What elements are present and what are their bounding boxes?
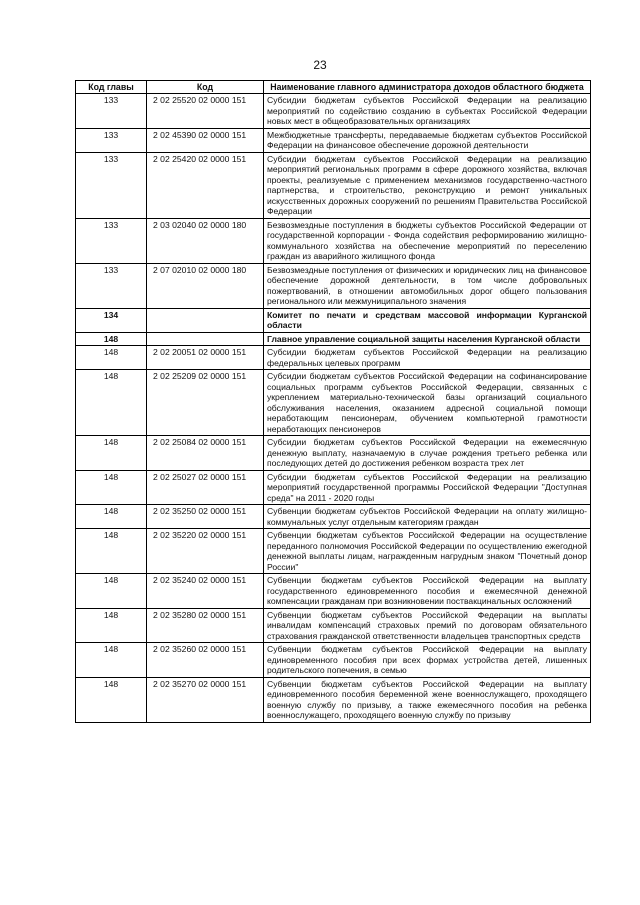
- table-row: [76, 263, 591, 308]
- chapter-code-cell: 134: [76, 308, 147, 332]
- revenue-code-cell: 2 07 02010 02 0000 180: [147, 263, 264, 308]
- header-chapter-code: Код главы: [76, 81, 147, 94]
- table-row: [76, 370, 591, 436]
- chapter-code-cell: 148: [76, 643, 147, 678]
- revenue-administrators-table: [75, 80, 591, 723]
- table-row: [76, 529, 591, 574]
- revenue-name-cell: Субвенции бюджетам субъектов Российской Федерации на выплаты инвалидам компенсаций страховых премий по договорам обязательного страхования гражданской ответственности владельцев транспортных средств: [264, 608, 591, 643]
- chapter-code-cell: 133: [76, 263, 147, 308]
- chapter-code-cell: 148: [76, 436, 147, 471]
- chapter-code-cell: 133: [76, 152, 147, 218]
- table-row: [76, 677, 591, 722]
- revenue-name-cell: Субвенции бюджетам субъектов Российской Федерации на оплату жилищно-коммунальных услуг отдельным категориям граждан: [264, 505, 591, 529]
- revenue-code-cell: 2 02 35280 02 0000 151: [147, 608, 264, 643]
- table-row: [76, 332, 591, 346]
- header-code: Код: [147, 81, 264, 94]
- revenue-name-cell: Субвенции бюджетам субъектов Российской Федерации на осуществление переданного полномочия Российской Федерации по осуществлению ежегодной денежной выплаты лицам, награжденным нагрудным знаком "Почетный донор России": [264, 529, 591, 574]
- header-administrator-name: Наименование главного администратора доходов областного бюджета: [264, 81, 591, 94]
- revenue-code-cell: 2 03 02040 02 0000 180: [147, 218, 264, 263]
- revenue-code-cell: 2 02 35250 02 0000 151: [147, 505, 264, 529]
- chapter-code-cell: 148: [76, 470, 147, 505]
- revenue-name-cell: Субсидии бюджетам субъектов Российской Федерации на реализацию мероприятий государственной программы Российской Федерации "Доступная среда" на 2011 - 2020 годы: [264, 470, 591, 505]
- revenue-name-cell: Субсидии бюджетам субъектов Российской Федерации на софинансирование социальных программ субъектов Российской Федерации, связанных с укреплением материально-технической базы организаций социального обслуживания населения, оказанием адресной социальной помощи неработающим пенсионерам, обучением компьютерной грамотности неработающих пенсионеров: [264, 370, 591, 436]
- revenue-code-cell: 2 02 25084 02 0000 151: [147, 436, 264, 471]
- chapter-code-cell: 148: [76, 574, 147, 609]
- revenue-name-cell: Субсидии бюджетам субъектов Российской Федерации на реализацию мероприятий региональных программ в сфере дорожного хозяйства, включая проекты, реализуемые с применением механизмов государственно-частного партнерства, и строительство, реконструкцию и ремонт уникальных искусственных дорожных сооружений по решениям Правительства Российской Федерации: [264, 152, 591, 218]
- revenue-name-cell: Субсидии бюджетам субъектов Российской Федерации на реализацию федеральных целевых программ: [264, 346, 591, 370]
- revenue-code-cell: 2 02 25209 02 0000 151: [147, 370, 264, 436]
- revenue-code-cell: 2 02 20051 02 0000 151: [147, 346, 264, 370]
- table-row: [76, 308, 591, 332]
- chapter-code-cell: 148: [76, 608, 147, 643]
- revenue-name-cell: Межбюджетные трансферты, передаваемые бюджетам субъектов Российской Федерации на финансовое обеспечение дорожной деятельности: [264, 128, 591, 152]
- table-row: [76, 608, 591, 643]
- revenue-name-cell: Главное управление социальной защиты населения Курганской области: [264, 332, 591, 346]
- revenue-name-cell: Субвенции бюджетам субъектов Российской Федерации на выплату единовременного пособия при всех формах устройства детей, лишенных родительского попечения, в семью: [264, 643, 591, 678]
- revenue-name-cell: Субвенции бюджетам субъектов Российской Федерации на выплату государственного единовременного пособия и ежемесячной денежной компенсации гражданам при возникновении поствакцинальных осложнений: [264, 574, 591, 609]
- chapter-code-cell: 133: [76, 128, 147, 152]
- revenue-name-cell: Комитет по печати и средствам массовой информации Курганской области: [264, 308, 591, 332]
- table-row: [76, 346, 591, 370]
- revenue-name-cell: Безвозмездные поступления от физических и юридических лиц на финансовое обеспечение дорожной деятельности, в том числе добровольных пожертвований, в отношении автомобильных дорог общего пользования регионального или межмуниципального значения: [264, 263, 591, 308]
- table-row: [76, 94, 591, 129]
- revenue-code-cell: 2 02 45390 02 0000 151: [147, 128, 264, 152]
- revenue-name-cell: Субсидии бюджетам субъектов Российской Федерации на ежемесячную денежную выплату, назначаемую в случае рождения третьего ребенка или последующих детей до достижения ребенком возраста трех лет: [264, 436, 591, 471]
- table-row: [76, 505, 591, 529]
- table-header-row: [76, 81, 591, 94]
- revenue-code-cell: 2 02 25420 02 0000 151: [147, 152, 264, 218]
- revenue-code-cell: 2 02 35260 02 0000 151: [147, 643, 264, 678]
- chapter-code-cell: 148: [76, 332, 147, 346]
- chapter-code-cell: 148: [76, 529, 147, 574]
- table-row: [76, 218, 591, 263]
- table-row: [76, 436, 591, 471]
- revenue-code-cell: 2 02 35220 02 0000 151: [147, 529, 264, 574]
- revenue-code-cell: [147, 308, 264, 332]
- chapter-code-cell: 148: [76, 677, 147, 722]
- table-row: [76, 152, 591, 218]
- table-row: [76, 643, 591, 678]
- table-row: [76, 128, 591, 152]
- revenue-code-cell: 2 02 35270 02 0000 151: [147, 677, 264, 722]
- page-number: 23: [313, 58, 327, 72]
- chapter-code-cell: 148: [76, 370, 147, 436]
- chapter-code-cell: 133: [76, 218, 147, 263]
- revenue-code-cell: 2 02 25027 02 0000 151: [147, 470, 264, 505]
- table-row: [76, 574, 591, 609]
- revenue-name-cell: Безвозмездные поступления в бюджеты субъектов Российской Федерации от государственной корпорации - Фонда содействия реформированию жилищно-коммунального хозяйства на обеспечение мероприятий по переселению граждан из аварийного жилищного фонда: [264, 218, 591, 263]
- revenue-code-cell: [147, 332, 264, 346]
- revenue-code-cell: 2 02 35240 02 0000 151: [147, 574, 264, 609]
- revenue-name-cell: Субсидии бюджетам субъектов Российской Федерации на реализацию мероприятий по содействию созданию в субъектах Российской Федерации новых мест в общеобразовательных организациях: [264, 94, 591, 129]
- chapter-code-cell: 133: [76, 94, 147, 129]
- revenue-code-cell: 2 02 25520 02 0000 151: [147, 94, 264, 129]
- table-row: [76, 470, 591, 505]
- revenue-name-cell: Субвенции бюджетам субъектов Российской Федерации на выплату единовременного пособия беременной жене военнослужащего, проходящего военную службу по призыву, а также ежемесячного пособия на ребенка военнослужащего, проходящего военную службу по призыву: [264, 677, 591, 722]
- chapter-code-cell: 148: [76, 346, 147, 370]
- chapter-code-cell: 148: [76, 505, 147, 529]
